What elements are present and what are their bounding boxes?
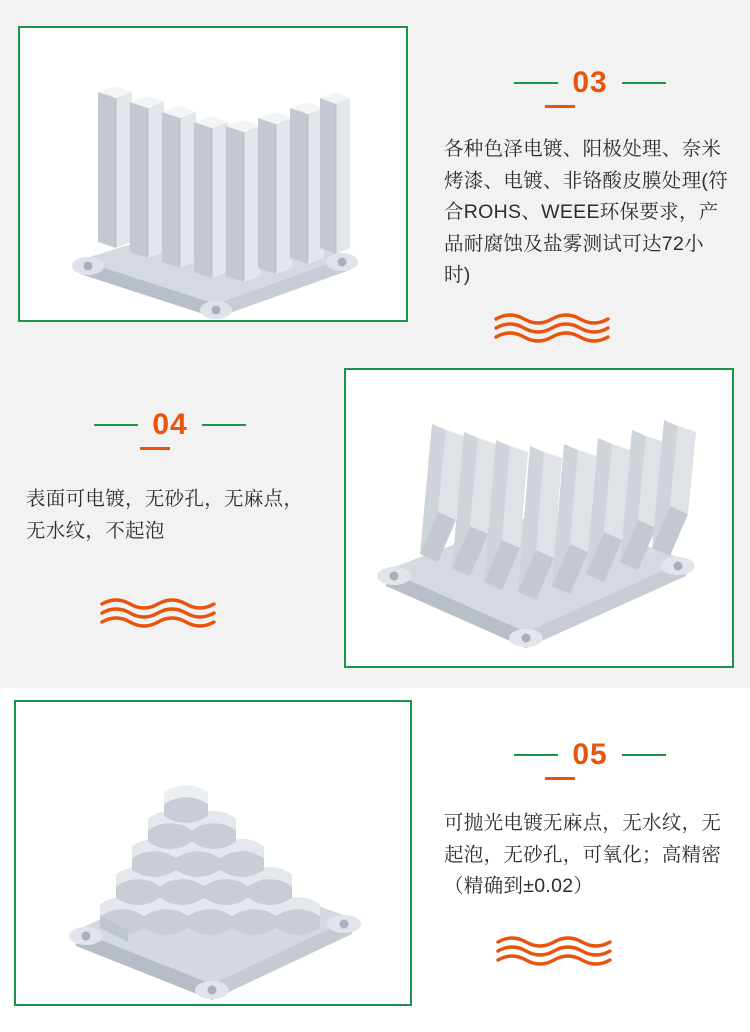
feature-image-cell-04 xyxy=(340,348,750,688)
feature-section-03 xyxy=(0,0,750,348)
wave-icon xyxy=(96,595,226,629)
feature-text-cell-05 xyxy=(430,688,750,1032)
die-cast-heatsink-angled-photo xyxy=(346,370,732,666)
feature-number-row-04 xyxy=(0,410,340,440)
number-underline-05 xyxy=(545,777,575,780)
wave-icon xyxy=(492,933,622,967)
feature-section-05 xyxy=(0,688,750,1032)
number-rule-left xyxy=(514,82,558,84)
number-underline-04 xyxy=(140,447,170,450)
wave-divider-03 xyxy=(490,310,620,344)
feature-text-cell-03 xyxy=(430,0,750,348)
feature-image-cell-05 xyxy=(0,688,430,1032)
number-underline-03 xyxy=(545,105,575,108)
wave-icon xyxy=(490,310,620,344)
number-rule-right xyxy=(622,82,666,84)
feature-number-row-03 xyxy=(430,68,750,98)
feature-number-03: 03 xyxy=(572,66,608,99)
number-rule-left xyxy=(94,424,138,426)
image-frame-03 xyxy=(18,26,408,322)
wave-divider-05 xyxy=(492,933,622,967)
feature-text-04: 表面可电镀，无砂孔，无麻点，无水纹，不起泡 xyxy=(26,488,304,542)
feature-number-05: 05 xyxy=(572,738,608,771)
feature-text-03: 各种色泽电镀、阳极处理、奈米烤漆、电镀、非铬酸皮膜处理(符合ROHS、WEEE环保要求，产品耐腐蚀及盐雾测试可达72小时) xyxy=(444,138,728,287)
feature-section-04 xyxy=(0,348,750,688)
feature-image-cell-03 xyxy=(0,0,430,348)
wave-divider-04 xyxy=(96,595,226,629)
image-frame-05 xyxy=(14,700,412,1006)
die-cast-heatsink-fins-photo xyxy=(20,28,406,320)
die-cast-heatsink-stepped-photo xyxy=(16,702,410,1004)
image-frame-04 xyxy=(344,368,734,668)
number-rule-left xyxy=(514,754,558,756)
number-rule-right xyxy=(202,424,246,426)
feature-text-cell-04 xyxy=(0,348,340,688)
number-rule-right xyxy=(622,754,666,756)
feature-text-05: 可抛光电镀无麻点，无水纹，无起泡，无砂孔，可氧化；高精密（精确到±0.02） xyxy=(444,812,722,898)
feature-number-row-05 xyxy=(430,740,750,770)
feature-number-04: 04 xyxy=(152,408,188,441)
